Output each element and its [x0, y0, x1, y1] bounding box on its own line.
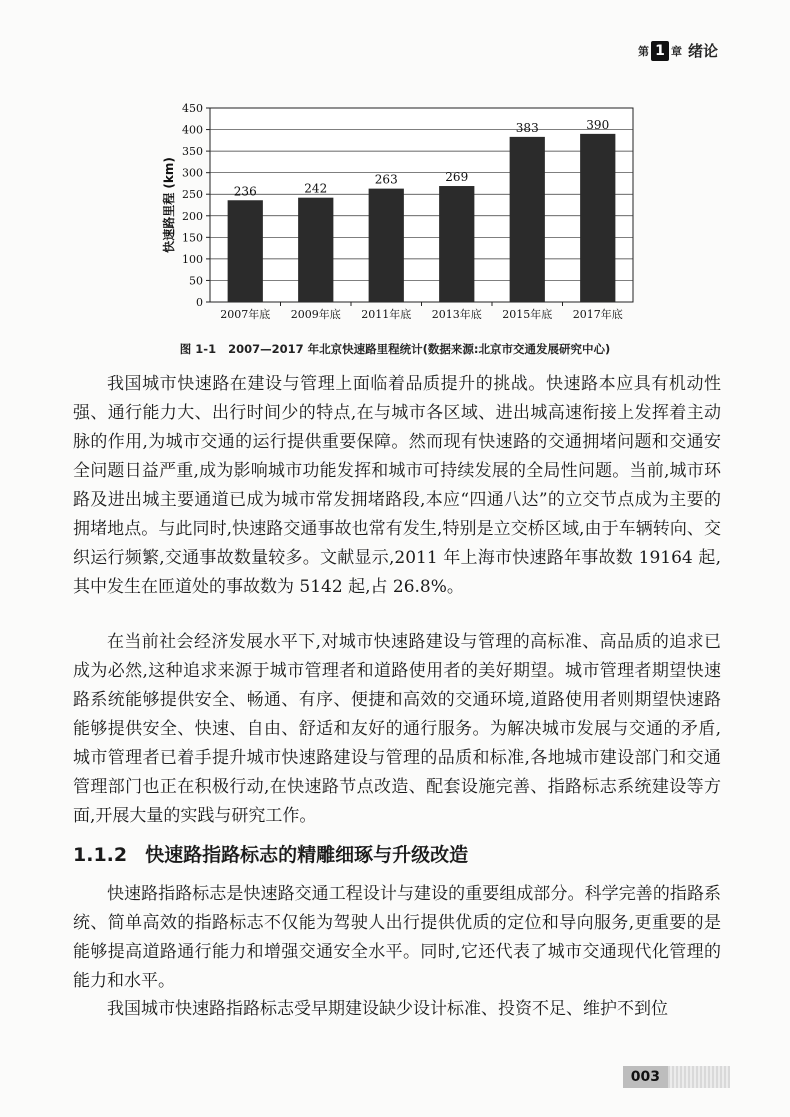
y-tick-label: 400: [182, 123, 203, 137]
y-tick-label: 350: [182, 145, 203, 159]
paragraph-3: [73, 880, 721, 996]
x-tick-label: 2009年底: [290, 308, 341, 321]
chapter-number: 1: [651, 41, 669, 61]
paragraph-2: [73, 628, 721, 831]
y-tick-label: 0: [196, 296, 203, 309]
bar: [369, 189, 404, 302]
chapter-prefix: 第: [637, 44, 649, 58]
paragraph-4: [73, 995, 721, 1024]
y-tick-label: 100: [182, 252, 203, 266]
x-tick-label: 2013年底: [431, 308, 482, 321]
figure-number: 图 1-1: [179, 342, 217, 356]
data-label: 263: [374, 172, 398, 187]
paragraph-text: 我国城市快速路在建设与管理上面临着品质提升的挑战。快速路本应具有机动性强、通行能力大、出行时间少的特点,在与城市各区域、进出城高速衔接上发挥着主动脉的作用,为城市交通的运行提供重要保障。然而现有快速路的交通拥堵问题和交通安全问题日益严重,成为影响城市功能发挥和城市可持续发展的全局性问题。当前,城市环路及进出城主要通道已成为城市常发拥堵路段,本应“四通八达”的立交节点成为主要的拥堵地点。与此同时,快速路交通事故也常有发生,特别是立交桥区域,由于车辆转向、交织运行频繁,交通事故数量较多。文献显示,2011 年上海市快速路年事故数 19164 起,其中发生在匝道处的事故数为 5142 起,占 26.8%。: [73, 374, 721, 597]
paragraph-1: [73, 370, 721, 602]
y-tick-label: 250: [182, 188, 203, 202]
y-tick-label: 450: [182, 102, 203, 115]
figure-chart: [155, 100, 645, 330]
x-tick-label: 2007年底: [220, 308, 271, 321]
bar-chart: [155, 100, 645, 330]
y-tick-label: 50: [189, 274, 203, 288]
bar: [580, 134, 615, 302]
data-label: 269: [445, 170, 469, 185]
bar: [510, 137, 545, 302]
paragraph-text: 我国城市快速路指路标志受早期建设缺少设计标准、投资不足、维护不到位: [107, 999, 668, 1019]
figure-caption: [0, 341, 790, 357]
section-number: 1.1.2: [73, 844, 128, 866]
section-title: 快速路指路标志的精雕细琢与升级改造: [145, 844, 469, 866]
chapter-title: 绪论: [687, 42, 718, 60]
x-tick-label: 2011年底: [361, 308, 412, 321]
bar: [228, 200, 263, 302]
running-head: [638, 40, 718, 61]
y-tick-label: 150: [182, 231, 203, 245]
data-label: 242: [304, 181, 328, 196]
data-label: 383: [515, 120, 539, 135]
plot-area: [210, 108, 633, 302]
paragraph-text: 在当前社会经济发展水平下,对城市快速路建设与管理的高标准、高品质的追求已成为必然,这种追求来源于城市管理者和道路使用者的美好期望。城市管理者期望快速路系统能够提供安全、畅通、有序、便捷和高效的交通环境,道路使用者则期望快速路能够提供安全、快速、自由、舒适和友好的通行服务。为解决城市发展与交通的矛盾,城市管理者已着手提升城市快速路建设与管理的品质和标准,各地城市建设部门和交通管理部门也正在积极行动,在快速路节点改造、配套设施完善、指路标志系统建设等方面,开展大量的实践与研究工作。: [73, 632, 721, 826]
data-label: 390: [586, 117, 610, 132]
section-heading: [73, 840, 468, 867]
bar: [439, 186, 474, 302]
x-tick-label: 2015年底: [502, 308, 553, 321]
chapter-mark: [638, 41, 682, 61]
y-tick-label: 300: [182, 166, 203, 180]
page-number: 003: [623, 1066, 668, 1088]
y-axis-label: 快速路里程 (km): [162, 157, 176, 253]
paragraph-text: 快速路指路标志是快速路交通工程设计与建设的重要组成部分。科学完善的指路系统、简单高效的指路标志不仅能为驾驶人出行提供优质的定位和导向服务,更重要的是能够提高道路通行能力和增强交通安全水平。同时,它还代表了城市交通现代化管理的能力和水平。: [73, 884, 721, 991]
x-tick-label: 2017年底: [572, 308, 623, 321]
chapter-suffix: 章: [670, 44, 682, 58]
data-label: 236: [233, 184, 257, 199]
page-number-block: [623, 1066, 730, 1088]
page-number-decoration: [668, 1066, 730, 1088]
bar: [298, 198, 333, 302]
y-tick-label: 200: [182, 209, 203, 223]
figure-caption-text: 2007—2017 年北京快速路里程统计(数据来源:北京市交通发展研究中心): [228, 342, 611, 356]
